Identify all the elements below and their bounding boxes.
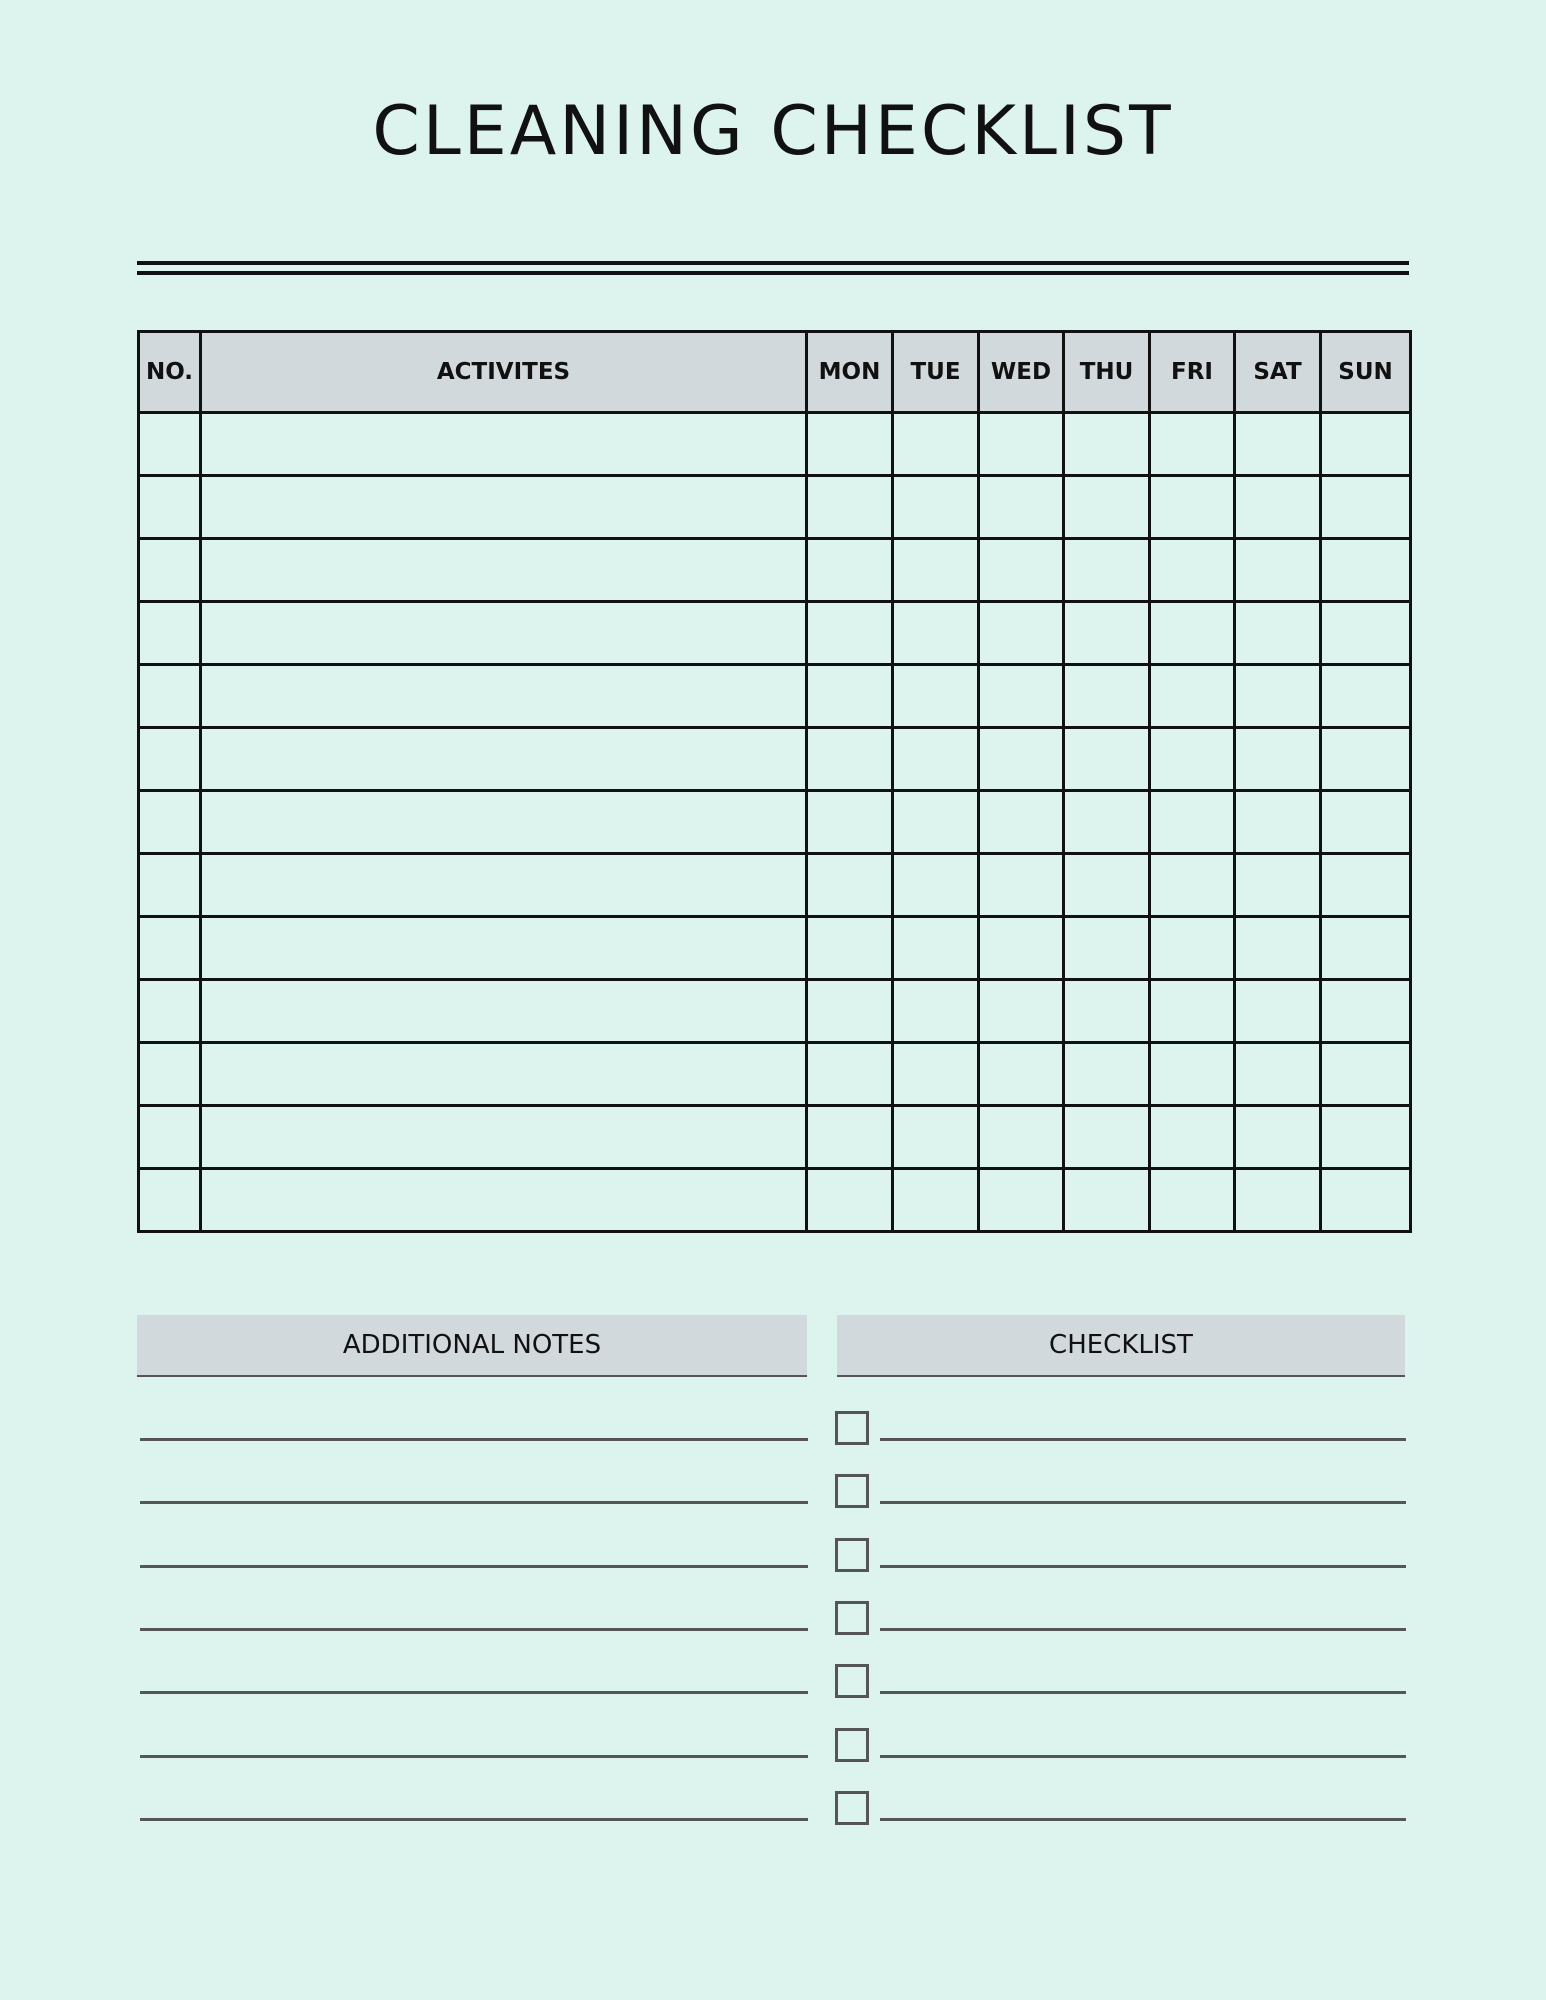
checkbox[interactable]: [835, 1601, 869, 1635]
table-row: [139, 665, 1411, 728]
cell-no[interactable]: [139, 602, 201, 665]
table-header-row: [139, 332, 1411, 413]
cell-activity[interactable]: [201, 539, 807, 602]
note-line[interactable]: [140, 1628, 808, 1631]
cell-thu[interactable]: [1064, 602, 1150, 665]
cell-activity[interactable]: [201, 1043, 807, 1106]
cell-fri[interactable]: [1150, 917, 1235, 980]
table-row: [139, 1043, 1411, 1106]
cell-fri[interactable]: [1150, 476, 1235, 539]
cell-fri[interactable]: [1150, 854, 1235, 917]
cell-fri[interactable]: [1150, 1106, 1235, 1169]
table-row: [139, 980, 1411, 1043]
table-row: [139, 917, 1411, 980]
cell-sat[interactable]: [1235, 476, 1321, 539]
table-row: [139, 476, 1411, 539]
cell-thu[interactable]: [1064, 980, 1150, 1043]
cell-thu[interactable]: [1064, 854, 1150, 917]
cell-activity[interactable]: [201, 413, 807, 476]
table-row: [139, 791, 1411, 854]
cell-sun[interactable]: [1321, 1106, 1411, 1169]
cell-wed[interactable]: [979, 917, 1064, 980]
cell-sat[interactable]: [1235, 602, 1321, 665]
cell-activity[interactable]: [201, 1106, 807, 1169]
cell-activity[interactable]: [201, 476, 807, 539]
cell-no[interactable]: [139, 791, 201, 854]
checklist-line[interactable]: [880, 1691, 1406, 1694]
cell-tue[interactable]: [893, 728, 979, 791]
cell-sat[interactable]: [1235, 539, 1321, 602]
cell-no[interactable]: [139, 1043, 201, 1106]
header-wed: WED: [979, 332, 1064, 413]
checkbox[interactable]: [835, 1728, 869, 1762]
checklist-header: CHECKLIST: [837, 1315, 1405, 1377]
cell-no[interactable]: [139, 539, 201, 602]
cell-wed[interactable]: [979, 980, 1064, 1043]
cell-thu[interactable]: [1064, 413, 1150, 476]
cell-tue[interactable]: [893, 854, 979, 917]
cleaning-schedule-table: [137, 330, 1412, 1233]
table-row: [139, 539, 1411, 602]
table-row: [139, 854, 1411, 917]
cell-tue[interactable]: [893, 917, 979, 980]
checklist-line[interactable]: [880, 1501, 1406, 1504]
cell-no[interactable]: [139, 476, 201, 539]
checklist-line[interactable]: [880, 1755, 1406, 1758]
cell-wed[interactable]: [979, 1106, 1064, 1169]
checklist-line[interactable]: [880, 1628, 1406, 1631]
checkbox[interactable]: [835, 1538, 869, 1572]
note-line[interactable]: [140, 1565, 808, 1568]
cell-wed[interactable]: [979, 413, 1064, 476]
cell-mon[interactable]: [807, 665, 893, 728]
header-sun: SUN: [1321, 332, 1411, 413]
cell-fri[interactable]: [1150, 791, 1235, 854]
cell-sat[interactable]: [1235, 665, 1321, 728]
cell-mon[interactable]: [807, 980, 893, 1043]
header-mon: MON: [807, 332, 893, 413]
header-tue: TUE: [893, 332, 979, 413]
cell-sat[interactable]: [1235, 1043, 1321, 1106]
cell-wed[interactable]: [979, 539, 1064, 602]
cell-sat[interactable]: [1235, 917, 1321, 980]
cell-no[interactable]: [139, 980, 201, 1043]
checklist-line[interactable]: [880, 1438, 1406, 1441]
cell-tue[interactable]: [893, 1043, 979, 1106]
cell-activity[interactable]: [201, 917, 807, 980]
cell-activity[interactable]: [201, 854, 807, 917]
cell-sun[interactable]: [1321, 917, 1411, 980]
table-body: [139, 413, 1411, 1232]
cell-wed[interactable]: [979, 1043, 1064, 1106]
cell-tue[interactable]: [893, 791, 979, 854]
cell-mon[interactable]: [807, 413, 893, 476]
cell-sat[interactable]: [1235, 854, 1321, 917]
cell-activity[interactable]: [201, 791, 807, 854]
cell-no[interactable]: [139, 854, 201, 917]
cell-activity[interactable]: [201, 1169, 807, 1232]
page-title: CLEANING CHECKLIST: [372, 92, 1174, 171]
cell-no[interactable]: [139, 917, 201, 980]
table-row: [139, 413, 1411, 476]
cell-sat[interactable]: [1235, 980, 1321, 1043]
note-line[interactable]: [140, 1818, 808, 1821]
cell-wed[interactable]: [979, 602, 1064, 665]
cell-thu[interactable]: [1064, 728, 1150, 791]
cell-tue[interactable]: [893, 476, 979, 539]
cell-activity[interactable]: [201, 728, 807, 791]
header-thu: THU: [1064, 332, 1150, 413]
cell-no[interactable]: [139, 1169, 201, 1232]
cell-sat[interactable]: [1235, 1106, 1321, 1169]
cell-wed[interactable]: [979, 1169, 1064, 1232]
header-fri: FRI: [1150, 332, 1235, 413]
table-row: [139, 1106, 1411, 1169]
cell-tue[interactable]: [893, 602, 979, 665]
cell-no[interactable]: [139, 1106, 201, 1169]
cell-fri[interactable]: [1150, 413, 1235, 476]
cell-activity[interactable]: [201, 665, 807, 728]
note-line[interactable]: [140, 1438, 808, 1441]
checkbox[interactable]: [835, 1474, 869, 1508]
cell-tue[interactable]: [893, 1106, 979, 1169]
cell-sun[interactable]: [1321, 980, 1411, 1043]
title-divider-bottom: [137, 271, 1409, 275]
cell-mon[interactable]: [807, 917, 893, 980]
cell-activity[interactable]: [201, 980, 807, 1043]
cell-no[interactable]: [139, 665, 201, 728]
cell-wed[interactable]: [979, 665, 1064, 728]
cell-tue[interactable]: [893, 413, 979, 476]
cell-sun[interactable]: [1321, 602, 1411, 665]
cell-mon[interactable]: [807, 539, 893, 602]
cell-thu[interactable]: [1064, 539, 1150, 602]
cell-sat[interactable]: [1235, 791, 1321, 854]
cell-wed[interactable]: [979, 728, 1064, 791]
cell-thu[interactable]: [1064, 791, 1150, 854]
cell-thu[interactable]: [1064, 917, 1150, 980]
cell-sun[interactable]: [1321, 413, 1411, 476]
cell-tue[interactable]: [893, 980, 979, 1043]
cell-thu[interactable]: [1064, 1106, 1150, 1169]
note-line[interactable]: [140, 1691, 808, 1694]
cell-thu[interactable]: [1064, 665, 1150, 728]
cell-sun[interactable]: [1321, 1169, 1411, 1232]
note-line[interactable]: [140, 1501, 808, 1504]
title-divider-top: [137, 261, 1409, 265]
cell-mon[interactable]: [807, 1106, 893, 1169]
table-row: [139, 728, 1411, 791]
cell-mon[interactable]: [807, 854, 893, 917]
table-row: [139, 1169, 1411, 1232]
cell-tue[interactable]: [893, 665, 979, 728]
cell-sat[interactable]: [1235, 413, 1321, 476]
cell-fri[interactable]: [1150, 602, 1235, 665]
cell-fri[interactable]: [1150, 665, 1235, 728]
cell-tue[interactable]: [893, 539, 979, 602]
cell-sun[interactable]: [1321, 1043, 1411, 1106]
cell-mon[interactable]: [807, 476, 893, 539]
cell-mon[interactable]: [807, 602, 893, 665]
header-no: NO.: [139, 332, 201, 413]
cell-sun[interactable]: [1321, 665, 1411, 728]
checkbox[interactable]: [835, 1791, 869, 1825]
checkbox[interactable]: [835, 1411, 869, 1445]
cell-sun[interactable]: [1321, 539, 1411, 602]
note-line[interactable]: [140, 1755, 808, 1758]
cell-activity[interactable]: [201, 602, 807, 665]
checkbox[interactable]: [835, 1664, 869, 1698]
cell-wed[interactable]: [979, 854, 1064, 917]
cell-sun[interactable]: [1321, 476, 1411, 539]
cell-mon[interactable]: [807, 728, 893, 791]
checklist-line[interactable]: [880, 1565, 1406, 1568]
cell-no[interactable]: [139, 413, 201, 476]
cell-fri[interactable]: [1150, 1169, 1235, 1232]
cell-sun[interactable]: [1321, 728, 1411, 791]
cell-tue[interactable]: [893, 1169, 979, 1232]
cell-fri[interactable]: [1150, 1043, 1235, 1106]
cell-mon[interactable]: [807, 1043, 893, 1106]
cell-thu[interactable]: [1064, 1043, 1150, 1106]
cell-no[interactable]: [139, 728, 201, 791]
cell-sun[interactable]: [1321, 791, 1411, 854]
header-activities: ACTIVITES: [201, 332, 807, 413]
cell-mon[interactable]: [807, 1169, 893, 1232]
checklist-line[interactable]: [880, 1818, 1406, 1821]
cell-fri[interactable]: [1150, 539, 1235, 602]
cell-fri[interactable]: [1150, 980, 1235, 1043]
cell-wed[interactable]: [979, 791, 1064, 854]
header-sat: SAT: [1235, 332, 1321, 413]
cell-sat[interactable]: [1235, 728, 1321, 791]
cell-sun[interactable]: [1321, 854, 1411, 917]
cell-thu[interactable]: [1064, 476, 1150, 539]
cell-wed[interactable]: [979, 476, 1064, 539]
cell-thu[interactable]: [1064, 1169, 1150, 1232]
table-row: [139, 602, 1411, 665]
cell-mon[interactable]: [807, 791, 893, 854]
additional-notes-header: ADDITIONAL NOTES: [137, 1315, 807, 1377]
cell-sat[interactable]: [1235, 1169, 1321, 1232]
cell-fri[interactable]: [1150, 728, 1235, 791]
